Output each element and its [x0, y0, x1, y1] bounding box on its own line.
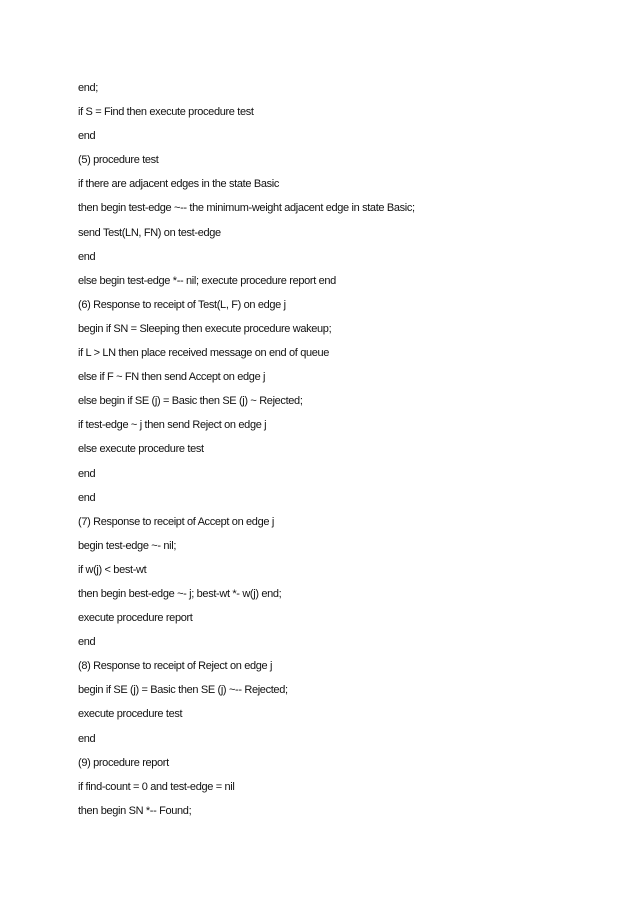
document-body — [78, 76, 618, 823]
text-line: begin test-edge ~- nil; — [78, 539, 177, 552]
section-heading: (8) Response to receipt of Reject on edge j — [78, 660, 273, 673]
text-line: send Test(LN, FN) on test-edge — [78, 226, 221, 239]
text-line: execute procedure test — [78, 708, 183, 721]
text-line: if L > LN then place received message on end of queue — [78, 347, 330, 360]
text-line: end — [78, 130, 96, 143]
section-heading: (9) procedure report — [78, 756, 169, 769]
text-line: then begin test-edge ~-- the minimum-weight adjacent edge in state Basic; — [78, 202, 415, 215]
text-line: end; — [78, 82, 99, 94]
text-line: then begin best-edge ~- j; best-wt *- w(j) end; — [78, 587, 282, 600]
text-line: else begin if SE (j) = Basic then SE (j) ~ Rejected; — [78, 395, 303, 408]
text-line: begin if SN = Sleeping then execute procedure wakeup; — [78, 322, 332, 335]
text-line: end — [78, 467, 96, 480]
text-line: if there are adjacent edges in the state Basic — [78, 178, 279, 191]
text-line: execute procedure report — [78, 612, 193, 625]
text-line: end — [78, 250, 96, 263]
text-line: then begin SN *-- Found; — [78, 804, 192, 817]
text-line: if w(j) < best-wt — [78, 563, 147, 576]
section-heading: (6) Response to receipt of Test(L, F) on edge j — [78, 298, 286, 311]
text-line: end — [78, 636, 96, 649]
section-heading: (7) Response to receipt of Accept on edge j — [78, 515, 274, 528]
text-line: begin if SE (j) = Basic then SE (j) ~-- Rejected; — [78, 684, 288, 697]
text-line: end — [78, 732, 96, 745]
text-line: if test-edge ~ j then send Reject on edge j — [78, 419, 267, 432]
text-line: else begin test-edge *-- nil; execute procedure report end — [78, 274, 336, 287]
text-line: if S = Find then execute procedure test — [78, 106, 254, 119]
text-line: else if F ~ FN then send Accept on edge j — [78, 371, 266, 384]
text-line: if find-count = 0 and test-edge = nil — [78, 780, 235, 793]
section-heading: (5) procedure test — [78, 154, 159, 167]
text-line: else execute procedure test — [78, 443, 204, 456]
text-line: end — [78, 491, 96, 504]
